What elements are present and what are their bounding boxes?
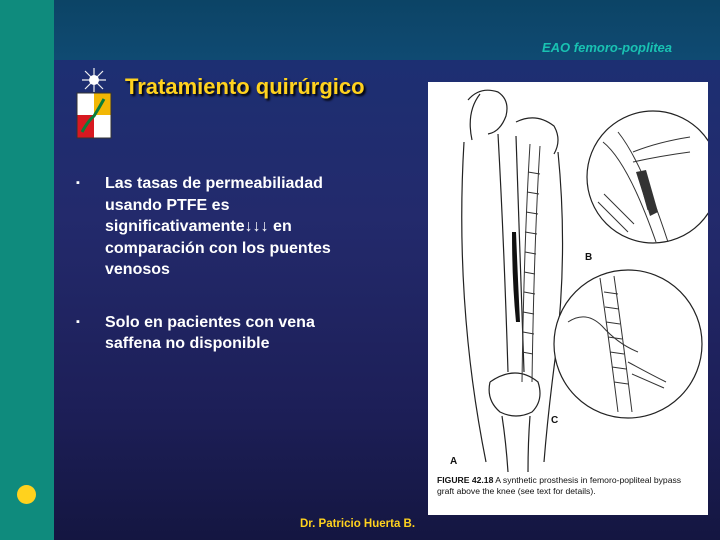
slide-canvas bbox=[54, 0, 720, 540]
figure-label-b: B bbox=[585, 252, 593, 263]
figure-label-c: C bbox=[551, 415, 559, 426]
figure-label-a: A bbox=[450, 456, 458, 467]
bullet-square-icon: ▪ bbox=[76, 315, 80, 328]
figure-caption-label: FIGURE 42.18 bbox=[437, 475, 494, 485]
bullet-list bbox=[74, 173, 364, 386]
accent-dot bbox=[17, 485, 36, 504]
illustration-drawing bbox=[428, 82, 708, 472]
slide-topic: EAO femoro-poplitea bbox=[541, 40, 672, 55]
figure-caption bbox=[437, 475, 699, 497]
university-crest-icon bbox=[74, 66, 114, 140]
figure-caption-text: A synthetic prosthesis in femoro-popliteal bypass graft above the knee (see text for details). bbox=[437, 475, 682, 496]
bullet-text: Las tasas de permeabiliadad usando PTFE es significativamente↓↓↓ en comparación con los puentes venosos bbox=[105, 175, 331, 278]
slide-title: Tratamiento quirúrgico bbox=[125, 74, 365, 99]
bullet-item bbox=[74, 173, 364, 281]
slide-footer-author: Dr. Patricio Huerta B. bbox=[300, 518, 416, 530]
bullet-square-icon: ▪ bbox=[76, 177, 80, 189]
bullet-item bbox=[74, 312, 364, 355]
bullet-text: Solo en pacientes con vena saffena no disponible bbox=[105, 313, 315, 352]
left-accent-bar bbox=[0, 0, 54, 540]
surgical-illustration bbox=[428, 82, 708, 515]
